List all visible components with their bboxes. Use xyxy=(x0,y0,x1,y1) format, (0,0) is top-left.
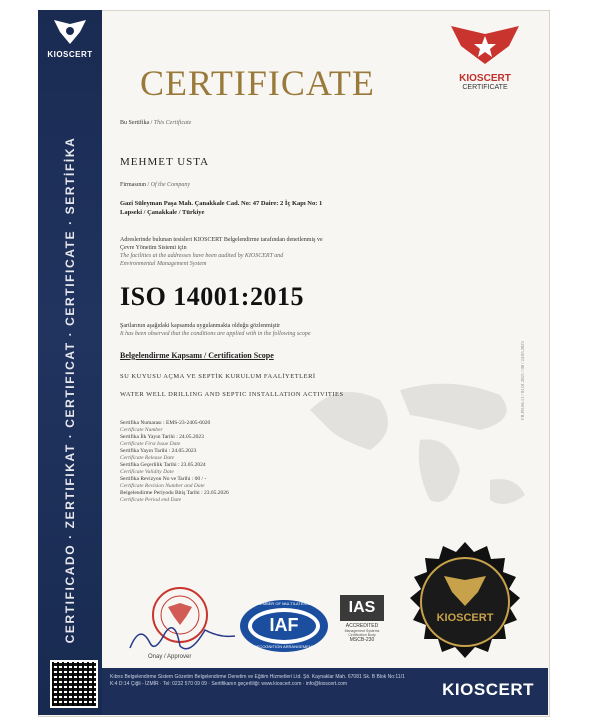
iaf-mark: IAF xyxy=(269,615,299,635)
certificate-title: CERTIFICATE xyxy=(140,63,375,103)
side-text: CERTIFICADO · ZERTIFIKAT · CERTIFICAT · CERTIFICATE · SERTİFİKA xyxy=(63,136,77,644)
iso-standard: ISO 14001:2015 xyxy=(120,282,304,311)
seal-emblem-icon xyxy=(400,540,530,670)
firm-tr: Firmasının / xyxy=(120,182,150,188)
firm-line xyxy=(120,182,190,188)
footer-logo: KIOSCERT xyxy=(442,680,534,699)
eagle-star-icon xyxy=(445,24,525,68)
audit-en-2: Environmental Management System xyxy=(120,261,207,267)
address-line-2: Lapseki / Çanakkale / Türkiye xyxy=(120,209,205,216)
scope-heading: Belgelendirme Kapsamı / Certification Scope xyxy=(120,351,274,360)
certify-tr: Bu Sertifika / xyxy=(120,120,153,126)
left-band xyxy=(38,10,102,715)
company-address xyxy=(120,199,322,217)
info-row: Belgelendirme Periyodu Bitiş Tarihi : 23.05.2026 Certificate Period end Date xyxy=(120,490,229,503)
certificate-info xyxy=(120,420,229,504)
approver-label: Onay / Approver xyxy=(148,654,192,660)
top-logo-name: KIOSCERT xyxy=(459,73,511,84)
info-row: Sertifika Numarası : EMS-23-2405-6020 Certificate Number xyxy=(120,420,211,433)
footer-address: Kıbrıs Belgelendirme Sistem Gözetim Belgelendirme Denetim ve Eğitim Hizmetleri Ltd. Şti. Kaynaklar Mah. 67081 Sk. B Blok No:11/1 K:4 D:14 Çiğli - İZMİR · Tel: 0232 570 09 09 · Sertifikanın geçerliliği: www.kioscert.com · info@kioscert.com xyxy=(110,674,405,687)
audit-tr-2: Çevre Yönetim Sistemi için xyxy=(120,245,187,251)
scope-tr: SU KUYUSU AÇMA VE SEPTİK KURULUM FAALİYETLERİ xyxy=(120,373,316,380)
info-row: Sertifika Geçerlilik Tarihi : 23.05.2024 Certificate Validity Date xyxy=(120,462,206,475)
form-code: FR.PR.06.11 / 01.01.2021 / 00 / 24.05.2023 xyxy=(520,341,525,420)
seal-text: KIOSCERT xyxy=(436,612,494,624)
ias-code: MSCB-230 xyxy=(349,637,375,643)
ias-accredited: ACCREDITED xyxy=(345,623,379,629)
cond-tr: Şartlarının aşağıdaki kapsamda uygulanmakta olduğu gözlenmiştir xyxy=(120,323,281,329)
conditions-text xyxy=(120,322,311,338)
info-row: Sertifika İlk Yayın Tarihi : 24.05.2023 Certificate First Issue Date xyxy=(120,434,204,447)
address-line-1: Gazi Süleyman Paşa Mah. Çanakkale Cad. No: 47 Daire: 2 İç Kapı No: 1 xyxy=(120,200,323,207)
certify-line xyxy=(120,120,191,126)
iaf-top: MEMBER OF MULTILATERAL xyxy=(256,601,312,606)
scope-en: WATER WELL DRILLING AND SEPTIC INSTALLATION ACTIVITIES xyxy=(120,391,344,398)
signature-icon xyxy=(125,618,245,658)
ias-line-2: Management Systems xyxy=(344,629,380,633)
ias-logo xyxy=(340,595,384,663)
top-logo xyxy=(440,24,530,91)
audit-tr-1: Adreslerinde bulunan tesisleri KIOSCERT Belgelendirme tarafından denetlenmiş ve xyxy=(120,237,323,243)
audit-text xyxy=(120,236,323,268)
firm-en: Of the Company xyxy=(150,182,190,188)
audit-en-1: The facilities at the addresses have been audited by KIOSCERT and xyxy=(120,253,284,259)
certify-en: This Certificate xyxy=(153,120,192,126)
cond-en: It has been observed that the conditions are applied with in the following scope xyxy=(120,331,311,337)
info-row: Sertifika Yayın Tarihi : 24.05.2023 Certificate Release Date xyxy=(120,448,197,461)
gold-seal xyxy=(400,540,530,670)
top-logo-sub: CERTIFICATE xyxy=(462,84,508,91)
info-row: Sertifika Revizyon No ve Tarihi : 00 / - Certificate Revision Number and Date xyxy=(120,476,207,489)
company-name: MEHMET USTA xyxy=(120,156,210,168)
brand-eagle-icon xyxy=(50,18,90,48)
iaf-logo xyxy=(238,598,330,654)
brand-name: KIOSCERT xyxy=(47,50,93,59)
footer-bar xyxy=(102,668,548,715)
qr-code-icon xyxy=(50,660,98,708)
iaf-bottom: RECOGNITION ARRANGEMENT xyxy=(253,644,315,649)
ias-mark: IAS xyxy=(340,595,384,621)
ias-line-3: Certification Body xyxy=(348,633,376,637)
